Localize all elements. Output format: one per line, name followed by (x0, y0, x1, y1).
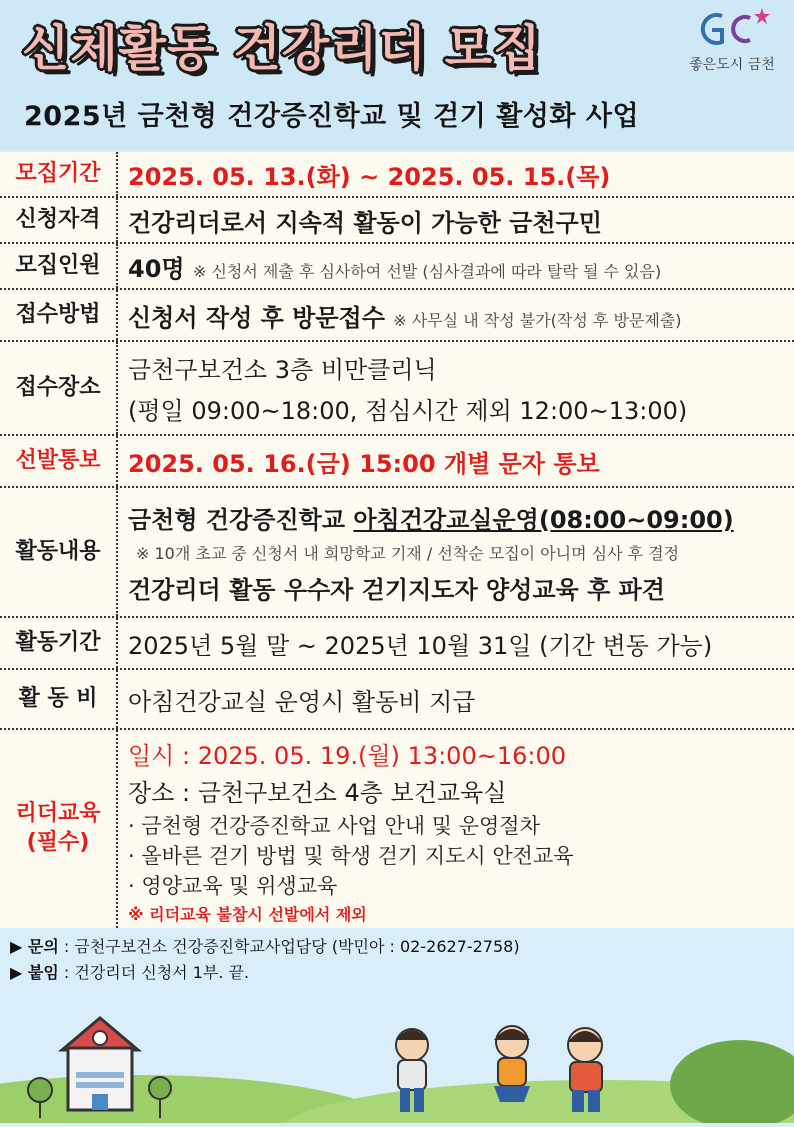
education-item-2: · 올바른 걷기 방법 및 학생 걷기 지도시 안전교육 (128, 844, 574, 868)
label-count: 모집인원 (0, 244, 118, 288)
label-education-1: 리더교육 (15, 801, 101, 827)
geumcheon-logo-icon (676, 4, 788, 54)
school-children-illustration-icon (0, 990, 794, 1123)
logo-text: 좋은도시 금천 (689, 57, 775, 73)
method-value: 신청서 작성 후 방문접수 (128, 303, 385, 332)
row-education (0, 730, 794, 928)
label-education-2: (필수) (26, 830, 90, 855)
education-item-1: · 금천형 건강증진학교 사업 안내 및 운영절차 (128, 814, 540, 838)
label-education (0, 730, 118, 928)
label-duration: 활동기간 (0, 618, 118, 668)
label-activity: 활동내용 (0, 488, 118, 616)
activity-line1-a: 금천형 건강증진학교 (128, 505, 354, 534)
education-warning: ※ 리더교육 불참시 선발에서 제외 (128, 905, 367, 924)
period-value: 2025. 05. 13.(화) ~ 2025. 05. 15.(목) (128, 162, 611, 191)
label-place: 접수장소 (0, 342, 118, 434)
qualification-value: 건강리더로서 지속적 활동이 가능한 금천구민 (128, 208, 602, 237)
row-notice (0, 436, 794, 488)
notice-value: 2025. 05. 16.(금) 15:00 개별 문자 통보 (128, 449, 600, 478)
education-date: 일시 : 2025. 05. 19.(월) 13:00~16:00 (128, 742, 566, 770)
label-fee: 활 동 비 (0, 670, 118, 728)
activity-line2: 건강리더 활동 우수자 걷기지도자 양성교육 후 파견 (128, 575, 665, 604)
activity-note: ※ 10개 초교 중 신청서 내 희망학교 기재 / 선착순 모집이 아니며 심사 후 결정 (136, 543, 680, 563)
education-place: 장소 : 금천구보건소 4층 보건교육실 (128, 779, 507, 807)
label-method: 접수방법 (0, 290, 118, 340)
logo (676, 4, 788, 74)
count-value: 40명 (128, 254, 185, 283)
place-line2: (평일 09:00~18:00, 점심시간 제외 12:00~13:00) (128, 397, 688, 425)
label-period: 모집기간 (0, 152, 118, 196)
info-table (0, 152, 794, 928)
row-period (0, 152, 794, 198)
row-count (0, 244, 794, 290)
page-subtitle: 2025년 금천형 건강증진학교 및 걷기 활성화 사업 (24, 101, 640, 132)
activity-line1-b: 아침건강교실운영(08:00~09:00) (353, 505, 734, 534)
duration-value: 2025년 5월 말 ~ 2025년 10월 31일 (기간 변동 가능) (128, 631, 713, 660)
row-duration (0, 618, 794, 670)
education-item-3: · 영양교육 및 위생교육 (128, 874, 338, 898)
contact-label: ▶ 문의 (10, 937, 59, 956)
row-fee (0, 670, 794, 730)
fee-value: 아침건강교실 운영시 활동비 지급 (128, 687, 476, 716)
place-line1: 금천구보건소 3층 비만클리닉 (128, 356, 437, 384)
attach-text: : 건강리더 신청서 1부. 끝. (58, 963, 250, 982)
label-qualification: 신청자격 (0, 198, 118, 242)
row-qualification (0, 198, 794, 244)
page-title: 신체활동 건강리더 모집 (22, 20, 542, 77)
label-notice: 선발통보 (0, 436, 118, 486)
attach-label: ▶ 붙임 (10, 963, 59, 982)
row-activity (0, 488, 794, 618)
row-method (0, 290, 794, 342)
contact-text: : 금천구보건소 건강증진학교사업담당 (박민아 : 02-2627-2758) (58, 937, 520, 956)
count-note: ※ 신청서 제출 후 심사하여 선발 (심사결과에 따라 탈락 될 수 있음) (192, 261, 662, 281)
illustration-scene (0, 990, 794, 1123)
row-place (0, 342, 794, 436)
method-note: ※ 사무실 내 작성 불가(작성 후 방문제출) (393, 310, 682, 330)
footer-notes (10, 934, 520, 986)
header (0, 0, 794, 150)
